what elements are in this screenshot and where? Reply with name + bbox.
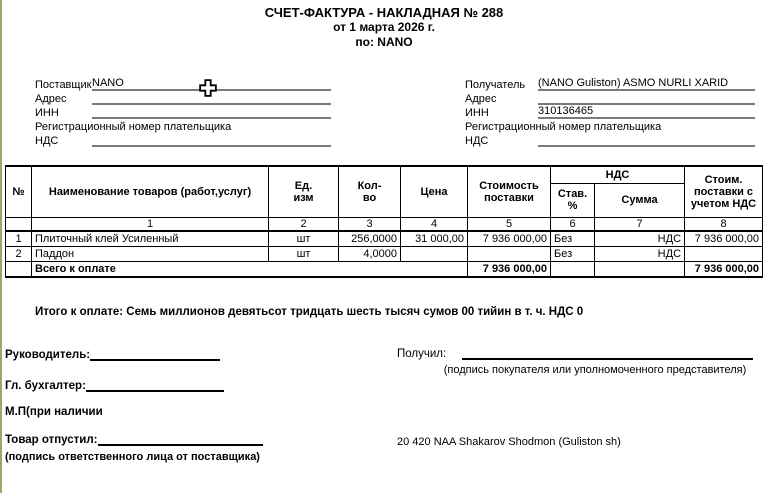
amount-in-words: Итого к оплате: Семь миллионов девятьсот тридцать шесть тысяч сумов 00 тийин в т. ч. НДС 0 [35,306,584,318]
col-header-qty-text: Кол-во [357,179,382,204]
receiver-address-label: Адрес [465,93,497,105]
supplier-address-row [35,91,331,105]
stamp-label: М.П(при наличии [5,406,103,418]
colnum-4: 4 [401,217,468,231]
accountant-signature-row [5,380,224,392]
col-header-qty [339,166,401,217]
colnum-3: 3 [339,217,401,231]
supplier-name-label: Поставщик [35,79,92,91]
total-cost: 7 936 000,00 [468,261,551,277]
goods-released-signature-line [98,434,263,446]
supplier-name-field: NANO [92,77,331,91]
document-title-block [0,5,768,50]
supplier-vat-row [35,133,331,147]
receiver-vat-field [538,145,755,147]
row-qty: 256,0000 [339,231,401,246]
total-amount: 7 936 000,00 [685,261,763,277]
total-vat-rate-blank [551,261,595,277]
row-name: Паддон [32,246,269,261]
col-header-vat-group: НДС [551,166,685,183]
colnum-2: 2 [269,217,339,231]
col-header-price: Цена [401,166,468,217]
goods-released-label: Товар отпустил: [5,434,98,446]
accountant-label: Гл. бухгалтер: [5,380,86,392]
col-header-vat-sum: Сумма [595,183,685,217]
colnum-blank [6,217,32,231]
table-row [6,231,763,246]
row-vat-sum: НДС [595,246,685,261]
receiver-name-label: Получатель [465,79,526,91]
row-cost: 7 936 000,00 [468,231,551,246]
supplier-reg-label: Регистрационный номер плательщика [35,121,232,133]
colnum-5: 5 [468,217,551,231]
receiver-reg-label: Регистрационный номер плательщика [465,121,662,133]
document-org: по: NANO [355,35,413,49]
col-header-cost-with-vat: Стоим. поставки с учетом НДС [685,166,763,217]
col-header-vat-rate: Став. % [551,183,595,217]
supplier-inn-label: ИНН [35,107,59,119]
column-numbers-row [6,217,763,231]
supplier-block [35,77,331,147]
col-header-unit-text: Ед. изм [293,179,314,204]
receiver-inn-field: 310136465 [538,105,755,119]
row-unit: шт [269,246,339,261]
supplier-name-row [35,77,331,91]
receiver-name-field: (NANO Guliston) ASMO NURLI XARID [538,77,755,91]
row-vat-rate: Без [551,231,595,246]
document-date: от 1 марта 2026 г. [333,20,435,34]
received-signature-line [462,358,753,360]
total-vat-sum-blank [595,261,685,277]
row-total [685,246,763,261]
colnum-7: 7 [595,217,685,231]
received-label: Получил: [397,348,447,360]
col-header-cost: Стоимость поставки [468,166,551,217]
row-vat-sum: НДС [595,231,685,246]
receiver-vat-label: НДС [465,135,489,147]
table-row [6,246,763,261]
receiver-address-row [465,91,755,105]
receiver-inn-label: ИНН [465,107,489,119]
goods-released-caption: (подпись ответственного лица от поставщика) [5,451,260,463]
items-table [5,165,763,278]
total-blank [6,261,32,277]
receiver-vat-row [465,133,755,147]
row-vat-rate: Без [551,246,595,261]
director-signature-line [90,349,220,361]
row-price [401,246,468,261]
supplier-vat-label: НДС [35,135,59,147]
receiver-name-row [465,77,755,91]
supplier-inn-row [35,105,331,119]
supplier-address-field [92,103,331,105]
supplier-vat-field [92,145,331,147]
col-header-name: Наименование товаров (работ,услуг) [32,166,269,217]
received-caption: (подпись покупателя или уполномоченного представителя) [443,364,747,376]
window-edge-divider [0,0,2,493]
document-title: СЧЕТ-ФАКТУРА - НАКЛАДНАЯ № 288 [264,5,504,20]
row-total: 7 936 000,00 [685,231,763,246]
supplier-inn-field [92,117,331,119]
supplier-reg-row [35,119,331,133]
colnum-6: 6 [551,217,595,231]
col-header-unit [269,166,339,217]
accountant-signature-line [86,380,224,392]
row-name: Плиточный клей Усиленный [32,231,269,246]
colnum-1: 1 [32,217,269,231]
colnum-8: 8 [685,217,763,231]
receiver-inn-row [465,105,755,119]
row-unit: шт [269,231,339,246]
row-num: 2 [6,246,32,261]
footer-note: 20 420 NAA Shakarov Shodmon (Guliston sh) [397,436,621,448]
receiver-block [465,77,755,147]
received-row [397,348,753,360]
supplier-address-label: Адрес [35,93,67,105]
col-header-num: № [6,166,32,217]
goods-released-row [5,434,263,446]
row-price: 31 000,00 [401,231,468,246]
total-row [6,261,763,277]
director-signature-row [5,349,220,361]
row-num: 1 [6,231,32,246]
row-cost [468,246,551,261]
receiver-reg-row [465,119,755,133]
total-label: Всего к оплате [32,261,468,277]
row-qty: 4,0000 [339,246,401,261]
director-label: Руководитель: [5,349,91,361]
